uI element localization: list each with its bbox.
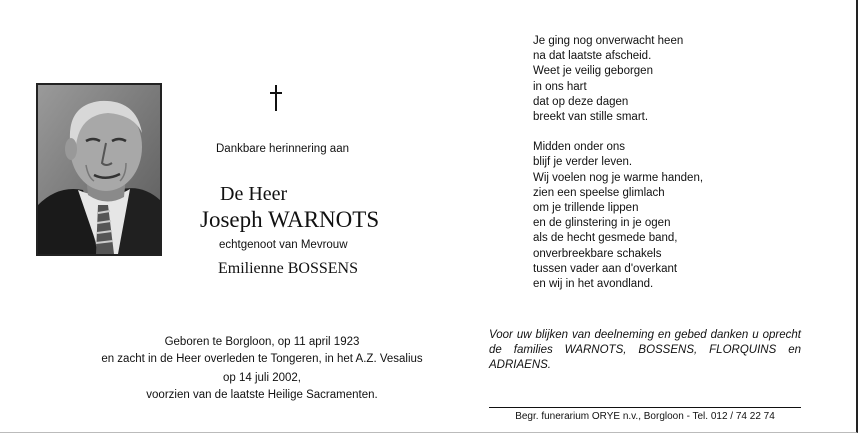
poem-line: Je ging nog onverwacht heen [533,35,684,47]
poem-line: Weet je veilig geborgen [533,65,653,78]
poem-line: breekt van stille smart. [533,111,649,124]
stanza-gap [533,125,703,140]
poem-line: en de glinstering in je ogen [533,217,671,230]
death-text: en zacht in de Heer overleden te Tongeren, in het A.Z. Vesalius [101,353,423,365]
sacraments-text: voorzien van de laatste Heilige Sacramenten. [146,389,378,401]
deceased-name: Joseph WARNOTS [200,207,380,232]
funeral-home-text: Begr. funerarium ORYE n.v., Borgloon - Tel. 012 / 74 22 74 [515,411,775,422]
poem-line: dat op deze dagen [533,95,629,108]
poem-line: zien een speelse glimlach [533,186,665,199]
thanks-text: Voor uw blijken van deelneming en gebed danken u oprecht de families WARNOTS, BOSSENS, FLORQUINS en ADRIAENS. [489,329,801,371]
poem-line: in ons hart [533,80,587,93]
poem-line: blijf je verder leven. [533,156,633,169]
poem [533,34,703,292]
portrait-photo [36,83,162,256]
poem-line: en wij in het avondland. [533,278,654,291]
divider [489,407,801,408]
title-text: De Heer [220,183,288,205]
spouse-intro-text: echtgenoot van Mevrouw [219,239,348,251]
remembrance-text: Dankbare herinnering aan [216,143,349,155]
poem-line: na dat laatste afscheid. [533,50,652,63]
birth-text: Geboren te Borgloon, op 11 april 1923 [164,336,360,348]
poem-line: om je trillende lippen [533,202,639,215]
poem-line: als de hecht gesmede band, [533,232,678,245]
spouse-name: Emilienne BOSSENS [218,260,359,277]
poem-line: tussen vader aan d'overkant [533,262,678,275]
poem-line: Midden onder ons [533,141,626,154]
cross-icon [266,84,286,112]
poem-line: onverbreekbare schakels [533,247,662,260]
death-date-text: op 14 juli 2002, [222,372,301,384]
poem-line: Wij voelen nog je warme handen, [533,171,704,184]
